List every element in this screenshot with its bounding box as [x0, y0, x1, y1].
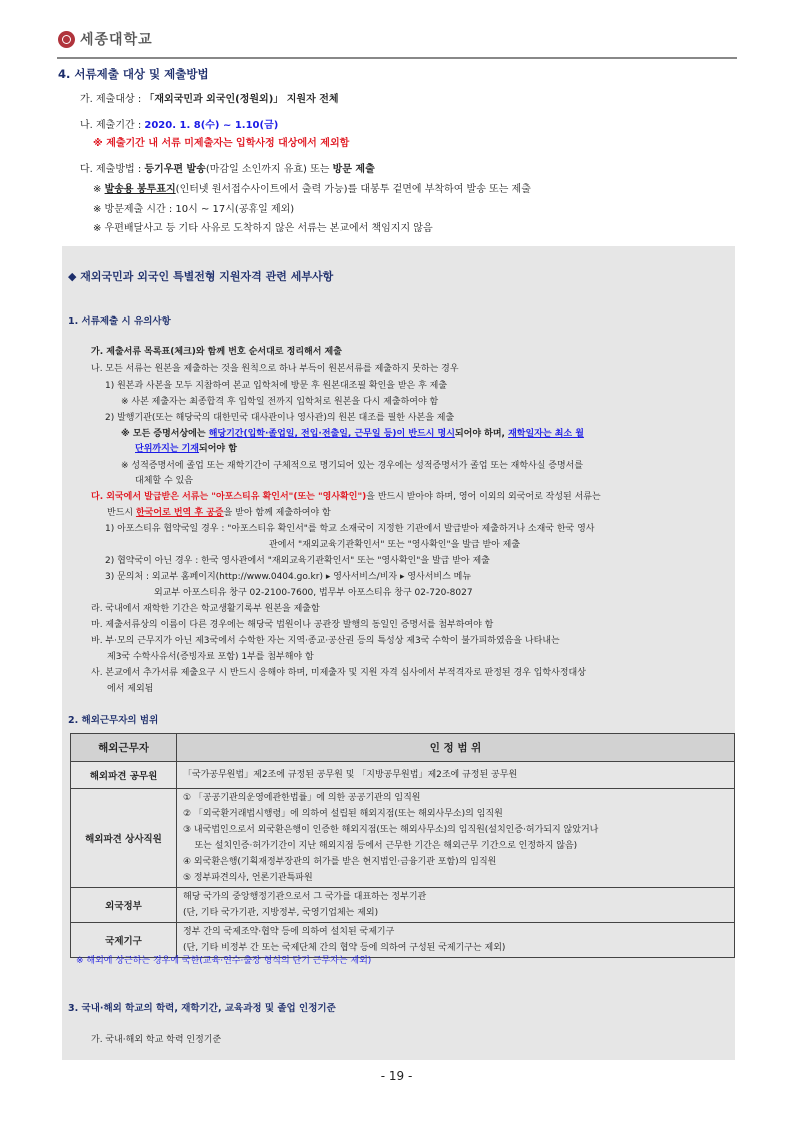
- item-sa-cont: 에서 제외됨: [107, 684, 154, 694]
- table-row: [71, 888, 735, 923]
- method-visit: 방문 제출: [332, 164, 375, 175]
- item-da-3: 3) 문의처 : 외교부 홈페이지(http://www.0404.go.kr) ▸ 영사서비스/비자 ▸ 영사서비스 메뉴: [105, 572, 472, 582]
- range-line: ② 「외국환거래법시행령」에 의하여 설립된 해외지점(또는 해외사무소)의 임직원: [183, 809, 503, 819]
- note-a-mid: 되어야 하며,: [454, 429, 509, 439]
- table-row: [71, 762, 735, 789]
- period-label: 나. 제출기간 :: [80, 120, 145, 131]
- note-a-end: 되어야 함: [199, 444, 237, 454]
- period-value: 2020. 1. 8(수) ~ 1.10(금): [144, 120, 279, 131]
- apostille-requirement: 외국에서 발급받은 서류는 "아포스티유 확인서"(또는 "영사확인"): [106, 492, 367, 502]
- subsection2-title: 2. 해외근무자의 범위: [68, 715, 159, 726]
- item-da-rest: 을 반드시 받아야 하며, 영어 이외의 외국어로 작성된 서류는: [366, 492, 601, 502]
- table-note: ※ 해외에 상근하는 경우에 국한(교육·연수·출장 형식의 단기 근무자는 제외): [76, 956, 372, 966]
- note-a-highlight-3: 단위까지는 기재: [135, 444, 199, 454]
- target-line: [80, 90, 339, 105]
- item-da-1: 1) 아포스티유 협약국일 경우 : "아포스티유 확인서"를 학교 소재국이 지정한 기관에서 발급받아 제출하거나 소재국 한국 영사: [105, 524, 595, 534]
- period-note: ※ 제출기간 내 서류 미제출자는 입학사정 대상에서 제외함: [93, 138, 350, 149]
- item-ga: 가. 제출서류 목록표(체크)와 함께 번호 순서대로 정리해서 제출: [91, 347, 342, 357]
- item-na: 나. 모든 서류는 원본을 제출하는 것을 원칙으로 하나 부득이 원본서류를 제출하지 못하는 경우: [91, 364, 459, 374]
- range-line: (단, 기타 국가기관, 지방정부, 국영기업체는 제외): [183, 908, 379, 918]
- table-row-key: 국제기구: [71, 923, 177, 958]
- item-na-2-note-b-cont: 대체할 수 있음: [135, 476, 193, 486]
- method-line: [80, 160, 375, 175]
- translation-requirement: 한국어로 번역 후 공증: [135, 508, 224, 518]
- university-logo: [58, 29, 153, 49]
- item-na-2-note-b: ※ 성적증명서에 졸업 또는 재학기간이 구체적으로 명기되어 있는 경우에는 성적증명서가 졸업 또는 재학사실 증명서를: [121, 461, 584, 471]
- range-line: 해당 국가의 중앙행정기관으로서 그 국가를 대표하는 정부기관: [183, 892, 427, 902]
- item-da-prefix: 다.: [91, 492, 107, 502]
- item-da-1-cont: 관에서 "재외교육기관확인서" 또는 "영사확인"을 발급 받아 제출: [269, 540, 521, 550]
- university-name: 세종대학교: [80, 32, 153, 48]
- table-header-left: 해외근무자: [71, 734, 177, 762]
- range-line: (단, 기타 비정부 간 또는 국제단체 간의 협약 등에 의하여 구성된 국제기구는 제외): [183, 943, 506, 953]
- table-row: [71, 789, 735, 888]
- header-divider: [57, 57, 737, 59]
- item-da-2: 2) 협약국이 아닌 경우 : 한국 영사관에서 "재외교육기관확인서" 또는 "영사확인"을 발급 받아 제출: [105, 556, 490, 566]
- target-label: 가. 제출대상 :: [80, 94, 145, 105]
- item-da-3-cont: 외교부 아포스티유 창구 02-2100-7600, 법무부 아포스티유 창구 02-720-8027: [154, 588, 473, 598]
- item-ra: 라. 국내에서 재학한 기간은 학교생활기록부 원본을 제출함: [91, 604, 320, 614]
- university-seal-icon: [58, 31, 75, 48]
- note-a-prefix: ※ 모든 증명서상에는: [121, 429, 209, 439]
- item-na-1: 1) 원본과 사본을 모두 지참하여 본교 입학처에 방문 후 원본대조필 확인을 받은 후 제출: [105, 381, 448, 391]
- range-line: 정부 간의 국제조약·협약 등에 의하여 설치된 국제기구: [183, 927, 395, 937]
- table-row-key: 외국정부: [71, 888, 177, 923]
- item-na-2-note-a: [121, 426, 584, 439]
- table-header-right: 인 정 범 위: [177, 734, 735, 762]
- table-row-value: [177, 888, 735, 923]
- range-line: ④ 외국환은행(기획재정부장관의 허가를 받은 현지법인·금융기관 포함)의 임직원: [183, 857, 497, 867]
- detail-box-title: ◆ 재외국민과 외국인 특별전형 지원자격 관련 세부사항: [68, 270, 334, 283]
- section4-title: 4. 서류제출 대상 및 제출방법: [58, 67, 209, 81]
- table-row-key: 해외파견 상사직원: [71, 789, 177, 888]
- method-post: 등기우편 발송: [144, 164, 206, 175]
- method-note-2: ※ 방문제출 시간 : 10시 ~ 17시(공휴일 제외): [93, 204, 295, 215]
- range-line: 또는 설치인증·허가기간이 지난 해외지점 등에서 근무한 기간은 해외근무 기간으로 인정하지 않음): [183, 841, 578, 851]
- item-da-cont-rest: 을 받아 함께 제출하여야 함: [223, 508, 331, 518]
- item-ma: 마. 제출서류상의 이름이 다른 경우에는 해당국 법원이나 공관장 발행의 동일인 증명서를 첨부하여야 함: [91, 620, 494, 630]
- item-na-2-note-a-cont: [135, 441, 237, 454]
- method-post-note: (마감일 소인까지 유효) 또는: [205, 164, 333, 175]
- range-line: ③ 내국법인으로서 외국환은행이 인증한 해외지점(또는 해외사무소)의 임직원(설치인증·허가되지 않았거나: [183, 825, 599, 835]
- period-line: [80, 116, 278, 131]
- subsection3-title: 3. 국내·해외 학교의 학력, 재학기간, 교육과정 및 졸업 인정기준: [68, 1003, 336, 1014]
- item-na-2: 2) 발행기관(또는 해당국의 대한민국 대사관이나 영사관)의 원본 대조를 필한 사본을 제출: [105, 413, 455, 423]
- note-a-highlight: 해당기간(입학·졸업일, 전입·전출일, 근무일 등)이 반드시 명시: [208, 429, 455, 439]
- subsection3-item-ga: 가. 국내·해외 학교 학력 인정기준: [91, 1035, 222, 1045]
- item-da-cont-pre: 반드시: [107, 508, 136, 518]
- table-row-value: [177, 762, 735, 789]
- overseas-worker-table: [70, 733, 735, 958]
- item-da: [91, 489, 601, 502]
- table-row-value: [177, 789, 735, 888]
- envelope-cover-label: 발송용 봉투표지: [104, 184, 176, 195]
- method-note-1-rest: (인터넷 원서접수사이트에서 출력 가능)를 대봉투 겉면에 부착하여 발송 또는 제출: [175, 184, 531, 195]
- note-a-highlight-2: 재학일자는 최소 월: [508, 429, 584, 439]
- range-line: 「국가공무원법」제2조에 규정된 공무원 및 「지방공무원법」제2조에 규정된 공무원: [183, 770, 518, 780]
- item-sa: 사. 본교에서 추가서류 제출요구 시 반드시 응해야 하며, 미제출자 및 지원 자격 심사에서 부적격자로 판정된 경우 입학사정대상: [91, 668, 586, 678]
- item-ba: 바. 부·모의 근무지가 아닌 제3국에서 수학한 자는 지역·종교·공산권 등의 특성상 제3국 수학이 불가피하였음을 나타내는: [91, 636, 560, 646]
- table-row-key: 해외파견 공무원: [71, 762, 177, 789]
- target-value: 「재외국민과 외국인(정원외)」 지원자 전체: [144, 94, 339, 105]
- item-ba-cont: 제3국 수학사유서(증빙자료 포함) 1부를 첨부해야 함: [107, 652, 314, 662]
- method-note-1: [93, 180, 531, 195]
- item-na-1-note: ※ 사본 제출자는 최종합격 후 입학일 전까지 입학처로 원본을 다시 제출하여야 함: [121, 397, 439, 407]
- note-mark: ※: [93, 184, 105, 195]
- item-da-cont: [107, 505, 331, 518]
- table-header-row: [71, 734, 735, 762]
- page-number: - 19 -: [380, 1069, 413, 1083]
- method-label: 다. 제출방법 :: [80, 164, 145, 175]
- subsection1-title: 1. 서류제출 시 유의사항: [68, 316, 171, 327]
- method-note-3: ※ 우편배달사고 등 기타 사유로 도착하지 않은 서류는 본교에서 책임지지 않음: [93, 223, 433, 234]
- range-line: ⑤ 정부파견의사, 언론기관특파원: [183, 873, 313, 883]
- range-line: ① 「공공기관의운영에관한법률」에 의한 공공기관의 임직원: [183, 793, 421, 803]
